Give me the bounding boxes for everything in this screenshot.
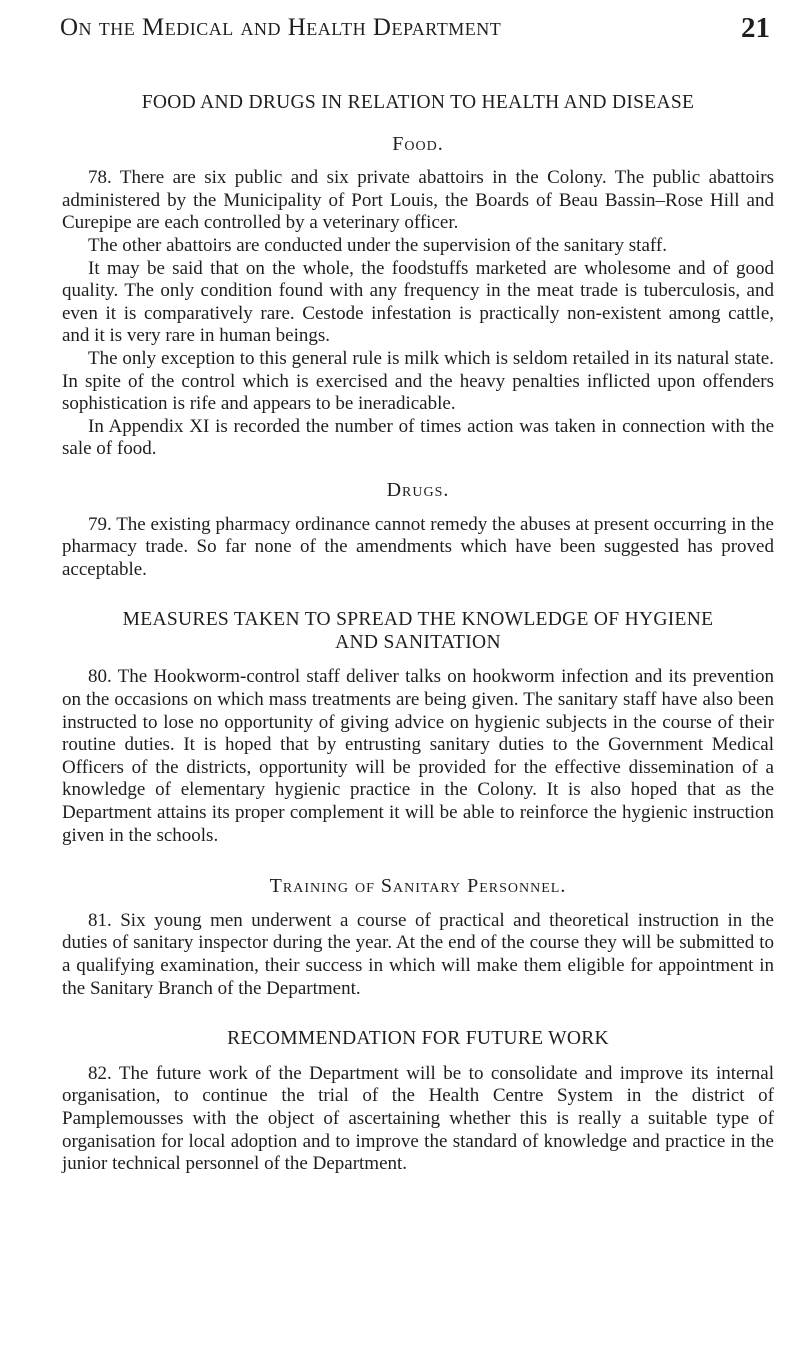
paragraph-79: 79. The existing pharmacy ordinance cannot remedy the abuses at present occurring in the pharmacy trade. So far none of the amendments which have been suggested has proved acceptable. bbox=[62, 513, 774, 580]
paragraph-milk-exception: The only exception to this general rule is milk which is seldom retailed in its natural state. In spite of the control which is exercised and the heavy penalties inflicted upon offenders sophistication is rife and appears to be ineradicable. bbox=[62, 347, 774, 415]
page-body bbox=[62, 92, 774, 1176]
drugs-subheading: Drugs. bbox=[386, 478, 450, 501]
paragraph-78: 78. There are six public and six private abattoirs in the Colony. The public abattoirs administered by the Municipality of Port Louis, the Boards of Beau Bassin–Rose Hill and Curepipe are each controlled by a veterinary officer. bbox=[62, 167, 774, 234]
running-head bbox=[60, 4, 770, 52]
food-subheading: Food. bbox=[392, 132, 444, 155]
hygiene-heading-line2: AND SANITATION bbox=[335, 631, 501, 653]
paragraph-foodstuffs-quality: It may be said that on the whole, the foodstuffs marketed are wholesome and of good quality. The only condition found with any frequency in the meat trade is tuberculosis, and even it is comparatively rare. Cestode infestation is practically non-existent among cattle, and it is very rare in human beings. bbox=[62, 257, 774, 347]
recommendation-heading: RECOMMENDATION FOR FUTURE WORK bbox=[227, 1028, 609, 1050]
paragraph-82: 82. The future work of the Department will be to consolidate and improve its internal organisation, to continue the trial of the Health Centre System in the district of Pamplemousses with the object of ascertaining whether this is really a suitable type of organisation for local adoption and to improve the standard of knowledge and practice in the junior technical personnel of the Department. bbox=[62, 1062, 774, 1175]
paragraph-80: 80. The Hookworm-control staff deliver talks on hookworm infection and its prevention on the occasions on which mass treatments are being given. The sanitary staff have also been instructed to lose no opportunity of giving advice on hygienic subjects in the course of their routine duties. It is hoped that by entrusting sanitary duties to the Government Medical Officers of the districts, opportunity will be provided for the effective dissemination of a knowledge of elementary hygienic practice in the Colony. It is also hoped that as the Department attains its proper complement it will be able to reinforce the hygienic instruction given in the schools. bbox=[62, 666, 774, 846]
training-subheading: Training of Sanitary Personnel. bbox=[269, 875, 567, 898]
running-head-title: On the Medical and Health Department bbox=[60, 14, 502, 41]
food-drugs-heading: FOOD AND DRUGS IN RELATION TO HEALTH AND DISEASE bbox=[141, 92, 695, 113]
hygiene-heading-line1: MEASURES TAKEN TO SPREAD THE KNOWLEDGE OF HYGIENE bbox=[122, 609, 714, 631]
paragraph-81: 81. Six young men underwent a course of practical and theoretical instruction in the duties of sanitary inspector during the year. At the end of the course they will be submitted to a qualifying examination, their success in which will make them eligible for appointment in the Sanitary Branch of the Department. bbox=[62, 909, 774, 999]
page-number: 21 bbox=[741, 12, 770, 44]
paragraph-abattoirs-supervision: The other abattoirs are conducted under the supervision of the sanitary staff. bbox=[88, 234, 667, 256]
paragraph-appendix-xi: In Appendix XI is recorded the number of times action was taken in connection with the sale of food. bbox=[62, 415, 774, 460]
